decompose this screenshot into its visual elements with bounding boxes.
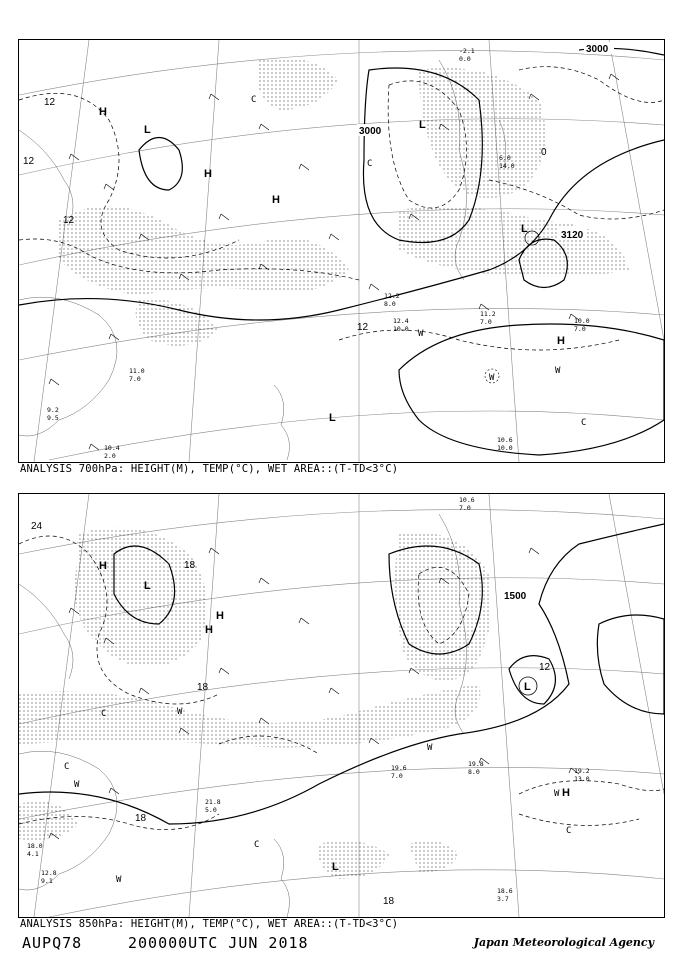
- system-mark: H: [99, 106, 107, 118]
- station-value: 5.0: [205, 806, 217, 814]
- station-value: 8.0: [468, 768, 480, 776]
- system-mark: H: [557, 335, 565, 347]
- temp-label: 18: [135, 813, 147, 824]
- system-mark: L: [144, 580, 151, 592]
- map-700hpa-svg: [19, 40, 664, 462]
- system-mark: L: [332, 861, 339, 873]
- height-label: 3000: [586, 44, 609, 55]
- station-value: 7.0: [391, 772, 403, 780]
- height-label: 3000: [359, 126, 382, 137]
- system-mark: W: [74, 780, 80, 790]
- station-value: -2.1: [459, 47, 475, 55]
- station-value: 14.0: [499, 162, 515, 170]
- caption-850hpa: ANALYSIS 850hPa: HEIGHT(M), TEMP(°C), WET AREA::(T-TD<3°C): [20, 918, 399, 930]
- station-value: 21.8: [205, 798, 221, 806]
- map-850hpa-svg: [19, 494, 664, 917]
- temp-label: 12: [539, 662, 551, 673]
- agency-name: Japan Meteorological Agency: [473, 936, 654, 949]
- system-mark: C: [367, 159, 373, 169]
- station-value: 12.8: [41, 869, 57, 877]
- station-value: 10.0: [574, 317, 590, 325]
- station-value: 10.0: [497, 444, 513, 452]
- map-panel-850hpa: [18, 493, 665, 918]
- station-value: 7.0: [459, 504, 471, 512]
- station-value: 12.4: [393, 317, 409, 325]
- station-value: 19.2: [574, 767, 590, 775]
- temp-label: 18: [184, 560, 196, 571]
- station-value: 3.7: [497, 895, 509, 903]
- station-value: 9.1: [41, 877, 53, 885]
- system-mark: L: [521, 223, 528, 235]
- station-value: 9.2: [47, 406, 59, 414]
- station-value: 7.0: [574, 325, 586, 333]
- height-label: 1500: [504, 591, 527, 602]
- height-labels-850: [502, 589, 530, 602]
- chart-valid-time: 200000UTC JUN 2018: [128, 934, 309, 952]
- system-mark: H: [204, 168, 212, 180]
- temp-label: 18: [383, 896, 395, 907]
- station-value: 10.0: [393, 325, 409, 333]
- wet-areas-850: [19, 527, 492, 879]
- system-mark: W: [554, 789, 560, 799]
- system-mark: C: [566, 826, 572, 836]
- station-value: 11.0: [129, 367, 145, 375]
- station-value: 12.2: [384, 292, 400, 300]
- station-value: 7.0: [129, 375, 141, 383]
- height-label: 3120: [561, 230, 584, 241]
- system-mark: W: [418, 329, 424, 339]
- station-value: 10.6: [459, 496, 475, 504]
- system-mark: W: [427, 743, 433, 753]
- system-mark: H: [216, 610, 224, 622]
- station-value: 19.6: [391, 764, 407, 772]
- system-mark: H: [99, 560, 107, 572]
- caption-700hpa: ANALYSIS 700hPa: HEIGHT(M), TEMP(°C), WET AREA::(T-TD<3°C): [20, 463, 399, 475]
- station-value: 11.2: [480, 310, 496, 318]
- station-value: 19.8: [468, 760, 484, 768]
- station-value: 4.1: [27, 850, 39, 858]
- station-value: 18.0: [27, 842, 43, 850]
- station-value: 8.0: [384, 300, 396, 308]
- system-mark: L: [144, 124, 151, 136]
- system-mark: H: [272, 194, 280, 206]
- system-mark: C: [64, 762, 70, 772]
- system-mark: W: [555, 366, 561, 376]
- temp-label: 12: [63, 215, 75, 226]
- temp-label: 12: [44, 97, 56, 108]
- system-mark: H: [562, 787, 570, 799]
- system-mark: W: [489, 373, 495, 383]
- station-value: 7.0: [480, 318, 492, 326]
- system-mark: L: [524, 681, 531, 693]
- station-value: 9.5: [47, 414, 59, 422]
- system-mark: L: [329, 412, 336, 424]
- station-value: 10.6: [497, 436, 513, 444]
- system-mark: W: [177, 707, 183, 717]
- system-mark: H: [205, 624, 213, 636]
- system-mark: C: [581, 418, 587, 428]
- system-mark: C: [101, 709, 107, 719]
- temp-label: 12: [357, 322, 369, 333]
- temp-label: 0: [541, 147, 547, 158]
- temp-label: 24: [31, 521, 43, 532]
- station-value: 0.0: [459, 55, 471, 63]
- map-panel-700hpa: [18, 39, 665, 463]
- temp-label: 18: [197, 682, 209, 693]
- system-mark: W: [116, 875, 122, 885]
- station-value: 13.0: [574, 775, 590, 783]
- station-value: 10.4: [104, 444, 120, 452]
- station-value: 2.0: [104, 452, 116, 460]
- temp-label: 12: [23, 156, 35, 167]
- chart-id: AUPQ78: [22, 934, 83, 952]
- station-value: 6.0: [499, 154, 511, 162]
- station-value: 18.6: [497, 887, 513, 895]
- system-mark: C: [251, 95, 257, 105]
- system-mark: C: [254, 840, 260, 850]
- system-mark: L: [419, 119, 426, 131]
